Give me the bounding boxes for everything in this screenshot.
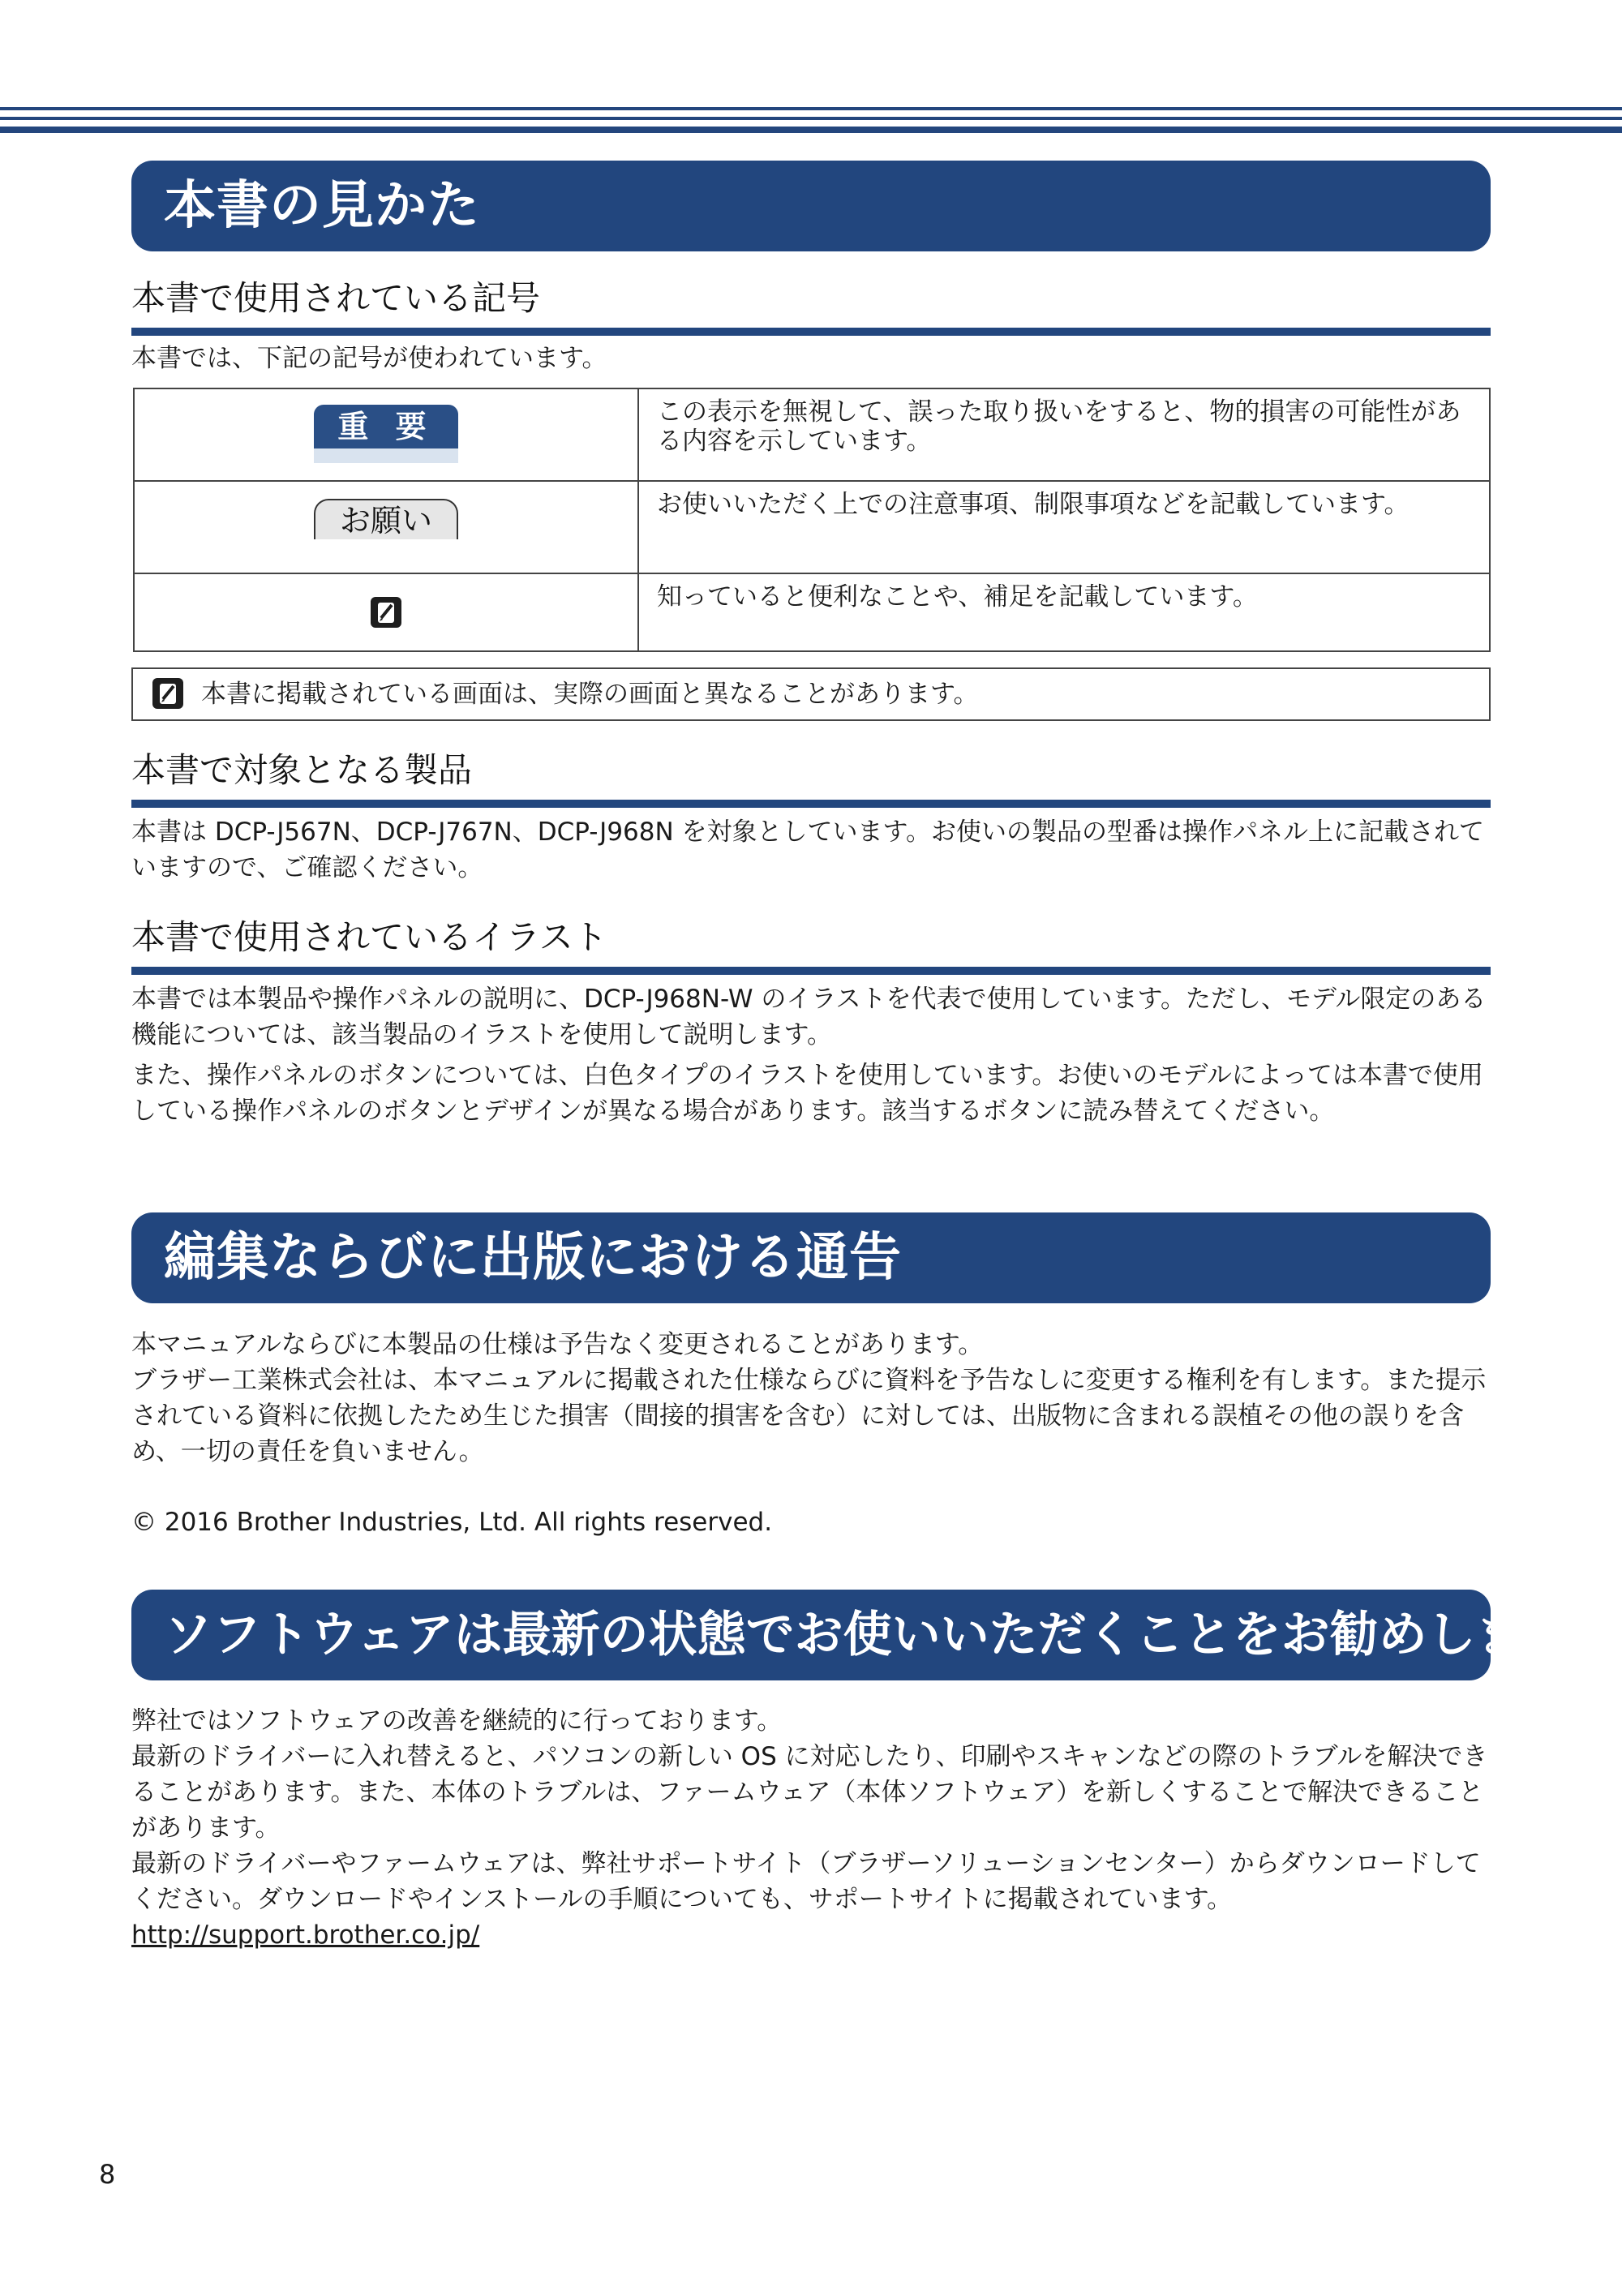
- notice-text-1: 本マニュアルならびに本製品の仕様は予告なく変更されることがあります。: [131, 1330, 984, 1359]
- table-row: [134, 573, 1490, 651]
- illustrations-text-2: また、操作パネルのボタンについては、白色タイプのイラストを使用しています。お使いのモデルによっては本書で使用している操作パネルのボタンとデザインが異なる場合があります。該当するボタンに読み替えてください。: [131, 1061, 1483, 1126]
- section-title-notice: 編集ならびに出版における通告: [131, 1212, 1491, 1303]
- software-text-3-wrap: [131, 1846, 1491, 1953]
- copyright: © 2016 Brother Industries, Ltd. All rights reserved.: [131, 1508, 773, 1537]
- support-link[interactable]: http://support.brother.co.jp/: [131, 1920, 480, 1950]
- important-badge: 重 要: [314, 405, 458, 463]
- section-title-howto: 本書の見かた: [131, 161, 1491, 251]
- request-badge: お願い: [314, 499, 458, 539]
- screen-note-box: [131, 667, 1491, 721]
- memo-icon: [152, 678, 183, 709]
- section-title-software: ソフトウェアは最新の状態でお使いいただくことをお勧めします: [131, 1590, 1491, 1680]
- symbols-table: [133, 388, 1491, 652]
- software-text-1: 弊社ではソフトウェアの改善を継続的に行っております。: [131, 1706, 783, 1736]
- symbols-intro: 本書では、下記の記号が使われています。: [131, 344, 607, 373]
- subsection-title-illustrations: 本書で使用されているイラスト: [131, 913, 1491, 975]
- memo-description: 知っていると便利なことや、補足を記載しています。: [638, 573, 1490, 651]
- software-text-2: 最新のドライバーに入れ替えると、パソコンの新しい OS に対応したり、印刷やスキャンなどの際のトラブルを解決できることがあります。また、本体のトラブルは、ファームウェア（本体ソフトウェア）を新しくすることで解決できることがあります。: [131, 1742, 1488, 1843]
- page-number: 8: [99, 2159, 116, 2190]
- important-description: この表示を無視して、誤った取り扱いをすると、物的損害の可能性がある内容を示しています。: [638, 388, 1490, 481]
- illustrations-text-1: 本書では本製品や操作パネルの説明に、DCP-J968N-W のイラストを代表で使用しています。ただし、モデル限定のある機能については、該当製品のイラストを使用して説明します。: [131, 985, 1487, 1049]
- header-rules: [0, 107, 1622, 133]
- memo-icon: [371, 597, 401, 628]
- subsection-title-products: 本書で対象となる製品: [131, 746, 1491, 808]
- table-row: [134, 388, 1490, 481]
- screen-note-text: 本書に掲載されている画面は、実際の画面と異なることがあります。: [201, 680, 979, 709]
- products-text: 本書は DCP-J567N、DCP-J767N、DCP-J968N を対象としています。お使いの製品の型番は操作パネル上に記載されていますので、ご確認ください。: [131, 818, 1485, 882]
- subsection-title-symbols: 本書で使用されている記号: [131, 274, 1491, 336]
- software-text-3: 最新のドライバーやファームウェアは、弊社サポートサイト（ブラザーソリューションセンター）からダウンロードしてください。ダウンロードやインストールの手順についても、サポートサイトに掲載されています。: [131, 1849, 1481, 1914]
- notice-text-2: ブラザー工業株式会社は、本マニュアルに掲載された仕様ならびに資料を予告なしに変更する権利を有します。また提示されている資料に依拠したため生じた損害（間接的損害を含む）に対しては、出版物に含まれる誤植その他の誤りを含め、一切の責任を負いません。: [131, 1366, 1487, 1466]
- request-description: お使いいただく上での注意事項、制限事項などを記載しています。: [638, 481, 1490, 573]
- table-row: [134, 481, 1490, 573]
